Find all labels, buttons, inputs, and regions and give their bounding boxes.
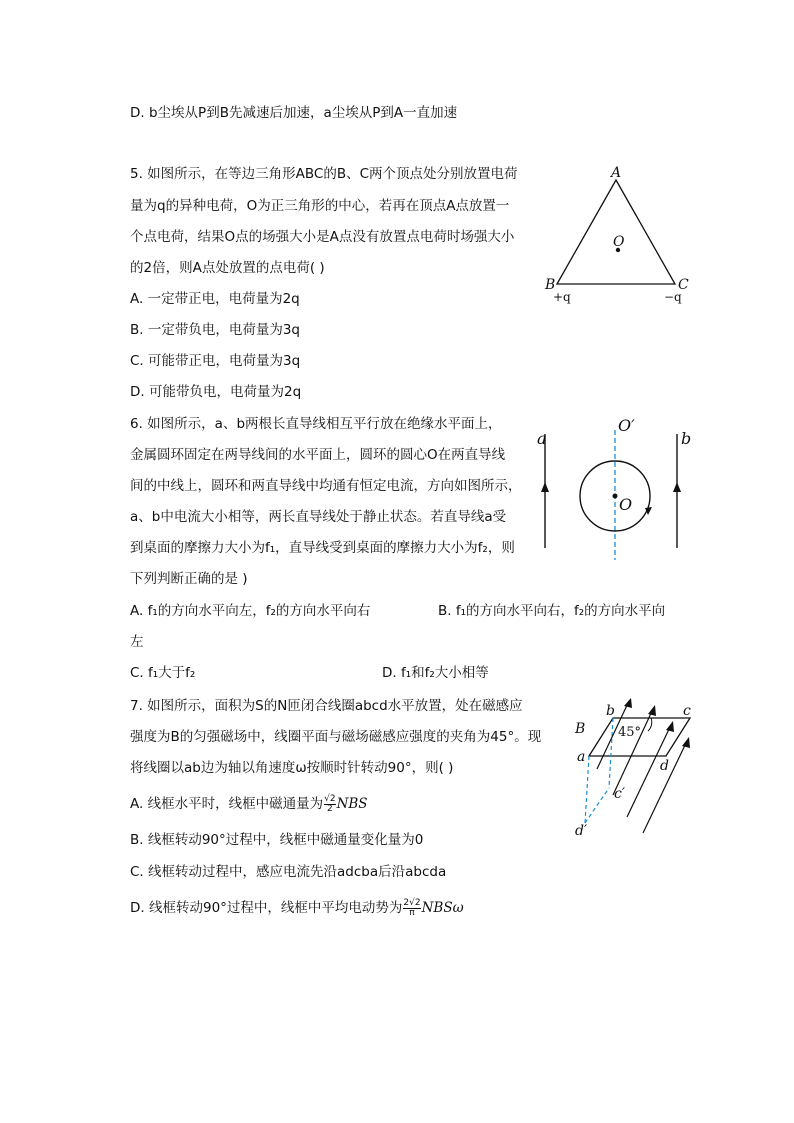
q6-option-d: D. f₁和f₂大小相等 xyxy=(382,665,489,681)
q6-option-a: A. f₁的方向水平向左，f₂的方向水平向右 xyxy=(130,603,371,619)
q5-option-d: D. 可能带负电，电荷量为2q xyxy=(130,384,302,400)
q5-option-a: A. 一定带正电，电荷量为2q xyxy=(130,291,300,307)
q5-line-1: 5. 如图所示，在等边三角形ABC的B、C两个顶点处分别放置电荷 xyxy=(130,166,518,182)
fraction-denominator: 2 xyxy=(326,803,333,814)
field-arrow-icon xyxy=(666,721,674,732)
wire-a-arrow-icon xyxy=(541,482,549,492)
q5-line-4: 的2倍，则A点处放置的点电荷( ) xyxy=(130,260,325,276)
q6-line-1: 6. 如图所示，a、b两根长直导线相互平行放在绝缘水平面上， xyxy=(130,416,502,432)
dashed-b-cprime xyxy=(609,718,613,788)
q7-option-b: B. 线框转动90°过程中，线框中磁通量变化量为0 xyxy=(130,832,424,848)
q6-option-b: B. f₁的方向水平向右，f₂的方向水平向 xyxy=(438,603,666,619)
label-c-prime: c′ xyxy=(614,786,626,802)
label-b: b xyxy=(681,429,692,448)
q6-line-4: a、b中电流大小相等，两长直导线处于静止状态。若直导线a受 xyxy=(130,509,507,525)
q7-option-c: C. 线框转动过程中，感应电流先沿adcba后沿abcda xyxy=(130,864,447,880)
q6-wires-figure xyxy=(535,412,705,572)
q7-line-1: 7. 如图所示，面积为S的N匝闭合线圈abcd水平放置，处在磁感应 xyxy=(130,698,523,714)
fraction-denominator: π xyxy=(409,907,415,918)
label-o: O xyxy=(613,234,625,250)
label-minus-q: −q xyxy=(664,290,682,304)
q6-line-6: 下列判断正确的是 ) xyxy=(130,571,248,587)
label-b: B xyxy=(545,277,556,293)
q5-line-3: 个点电荷，结果O点的场强大小是A点没有放置点电荷时场强大小 xyxy=(130,229,515,245)
ring-center-dot xyxy=(613,494,618,499)
q7-line-3: 将线圈以ab边为轴以角速度ω按顺时针转动90°，则( ) xyxy=(130,760,454,776)
q6-line-5: 到桌面的摩擦力大小为f₁，直导线受到桌面的摩擦力大小为f₂，则 xyxy=(130,540,515,556)
q6-option-c: C. f₁大于f₂ xyxy=(130,665,196,681)
q5-triangle-figure xyxy=(540,160,700,310)
q6-option-b-cont: 左 xyxy=(130,634,144,650)
q7-option-d-fraction xyxy=(403,899,420,918)
q7-line-2: 强度为B的匀强磁场中，线圈平面与磁场磁感应强度的夹角为45°。现 xyxy=(130,729,542,745)
q7-option-a-text: A. 线框水平时，线框中磁通量为 xyxy=(130,796,324,812)
q7-option-a-tail: NBS xyxy=(336,796,368,812)
q7-option-d xyxy=(130,898,464,918)
q5-option-c: C. 可能带正电，电荷量为3q xyxy=(130,353,301,369)
label-a: a xyxy=(577,749,586,765)
q5-option-b: B. 一定带负电，电荷量为3q xyxy=(130,322,301,338)
triangle-abc xyxy=(557,180,675,284)
label-o: O xyxy=(619,495,633,514)
field-arrow-icon xyxy=(624,698,632,708)
q7-option-d-text: D. 线框转动90°过程中，线框中平均电动势为 xyxy=(130,900,403,916)
label-plus-q: +q xyxy=(553,290,571,304)
label-d-prime: d′ xyxy=(575,823,588,839)
q5-line-2: 量为q的异种电荷，O为正三角形的中心，若再在顶点A点放置一 xyxy=(130,198,510,214)
label-c: C xyxy=(678,277,689,293)
label-d: d xyxy=(660,758,669,774)
label-c: c xyxy=(683,703,691,719)
wire-b-arrow-icon xyxy=(673,482,681,492)
label-a: a xyxy=(537,429,547,448)
q6-line-2: 金属圆环固定在两导线间的水平面上，圆环的圆心O在两直导线 xyxy=(130,447,506,463)
label-b: b xyxy=(606,703,615,719)
label-a: A xyxy=(611,165,622,181)
q7-coil-figure xyxy=(565,695,700,845)
q7-option-a-fraction xyxy=(324,795,335,814)
fraction-numerator: √2 xyxy=(324,793,336,804)
q6-line-3: 间的中线上，圆环和两直导线中均通有恒定电流，方向如图所示， xyxy=(130,478,522,494)
fraction-numerator: 2√2 xyxy=(403,897,421,908)
dashed-a-dprime xyxy=(585,756,589,823)
label-o-prime: O′ xyxy=(618,416,635,435)
q7-option-d-tail: NBSω xyxy=(421,900,464,916)
q7-option-a xyxy=(130,794,368,814)
label-field-b: B xyxy=(575,721,586,737)
field-arrow-icon xyxy=(682,737,690,748)
dashed-dprime-cprime xyxy=(585,788,609,823)
field-arrow-icon xyxy=(648,705,656,716)
q4-option-d: D. b尘埃从P到B先减速后加速，a尘埃从P到A一直加速 xyxy=(130,105,458,121)
label-angle: 45° xyxy=(618,725,642,740)
